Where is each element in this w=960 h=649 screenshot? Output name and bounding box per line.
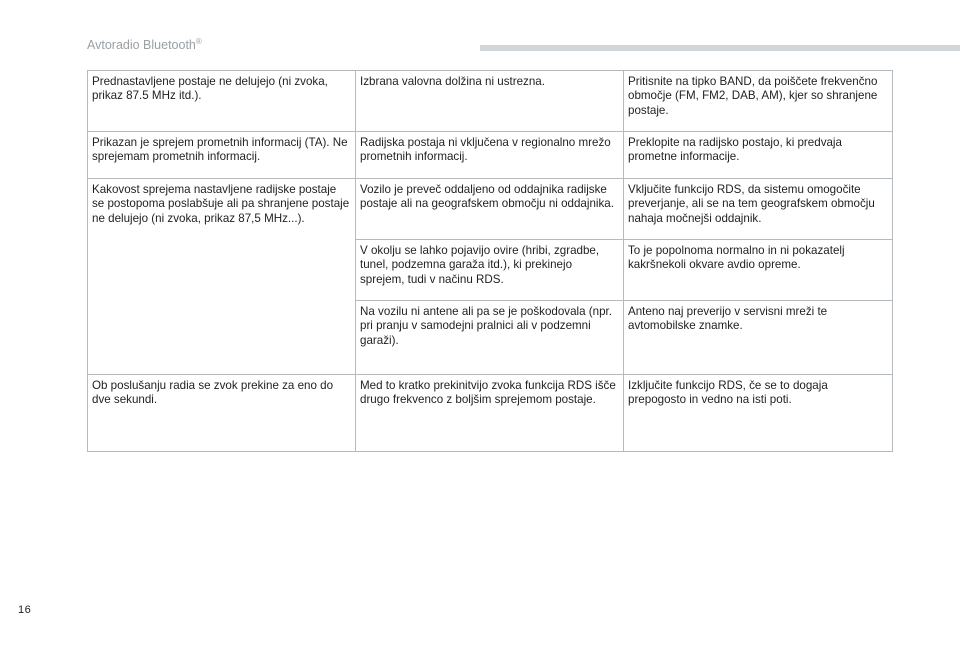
problem-cell: Prikazan je sprejem prometnih informacij (TA). Ne sprejemam prometnih informacij. [88,132,356,179]
solution-cell: Anteno naj preverijo v servisni mreži te avtomobilske znamke. [624,301,893,375]
table-row [88,179,893,240]
solution-cell: To je popolnoma normalno in ni pokazatelj kakršnekoli okvare avdio opreme. [624,240,893,301]
registered-mark: ® [195,36,202,46]
table-row [88,375,893,452]
problem-cell: Prednastavljene postaje ne delujejo (ni zvoka, prikaz 87.5 MHz itd.). [88,71,356,132]
table-row [88,132,893,179]
table-row [88,71,893,132]
cause-cell: Radijska postaja ni vključena v regionalno mrežo prometnih informacij. [356,132,624,179]
cause-cell: V okolju se lahko pojavijo ovire (hribi, zgradbe, tunel, podzemna garaža itd.), ki prekinejo sprejem, tudi v načinu RDS. [356,240,624,301]
solution-cell: Vključite funkcijo RDS, da sistemu omogočite preverjanje, ali se na tem geografskem območju nahaja močnejši oddajnik. [624,179,893,240]
solution-cell: Preklopite na radijsko postajo, ki predvaja prometne informacije. [624,132,893,179]
solution-cell: Izključite funkcijo RDS, če se to dogaja prepogosto in vedno na isti poti. [624,375,893,452]
page-number: 16 [18,604,32,616]
cause-cell: Vozilo je preveč oddaljeno od oddajnika radijske postaje ali na geografskem območju ni oddajnika. [356,179,624,240]
troubleshooting-table [87,70,893,452]
cause-cell: Na vozilu ni antene ali pa se je poškodovala (npr. pri pranju v samodejni pralnici ali v podzemni garaži). [356,301,624,375]
problem-cell: Ob poslušanju radia se zvok prekine za eno do dve sekundi. [88,375,356,452]
cause-cell: Med to kratko prekinitvijo zvoka funkcija RDS išče drugo frekvenco z boljšim sprejemom postaje. [356,375,624,452]
cause-cell: Izbrana valovna dolžina ni ustrezna. [356,71,624,132]
problem-cell: Kakovost sprejema nastavljene radijske postaje se postopoma poslabšuje ali pa shranjene postaje ne delujejo (ni zvoka, prikaz 87,5 MHz...). [88,179,356,375]
solution-cell: Pritisnite na tipko BAND, da poiščete frekvenčno območje (FM, FM2, DAB, AM), kjer so shranjene postaje. [624,71,893,132]
header-title-text: Avtoradio Bluetooth [87,38,196,52]
page-header-title [87,38,202,52]
header-decorative-bar [480,45,960,51]
